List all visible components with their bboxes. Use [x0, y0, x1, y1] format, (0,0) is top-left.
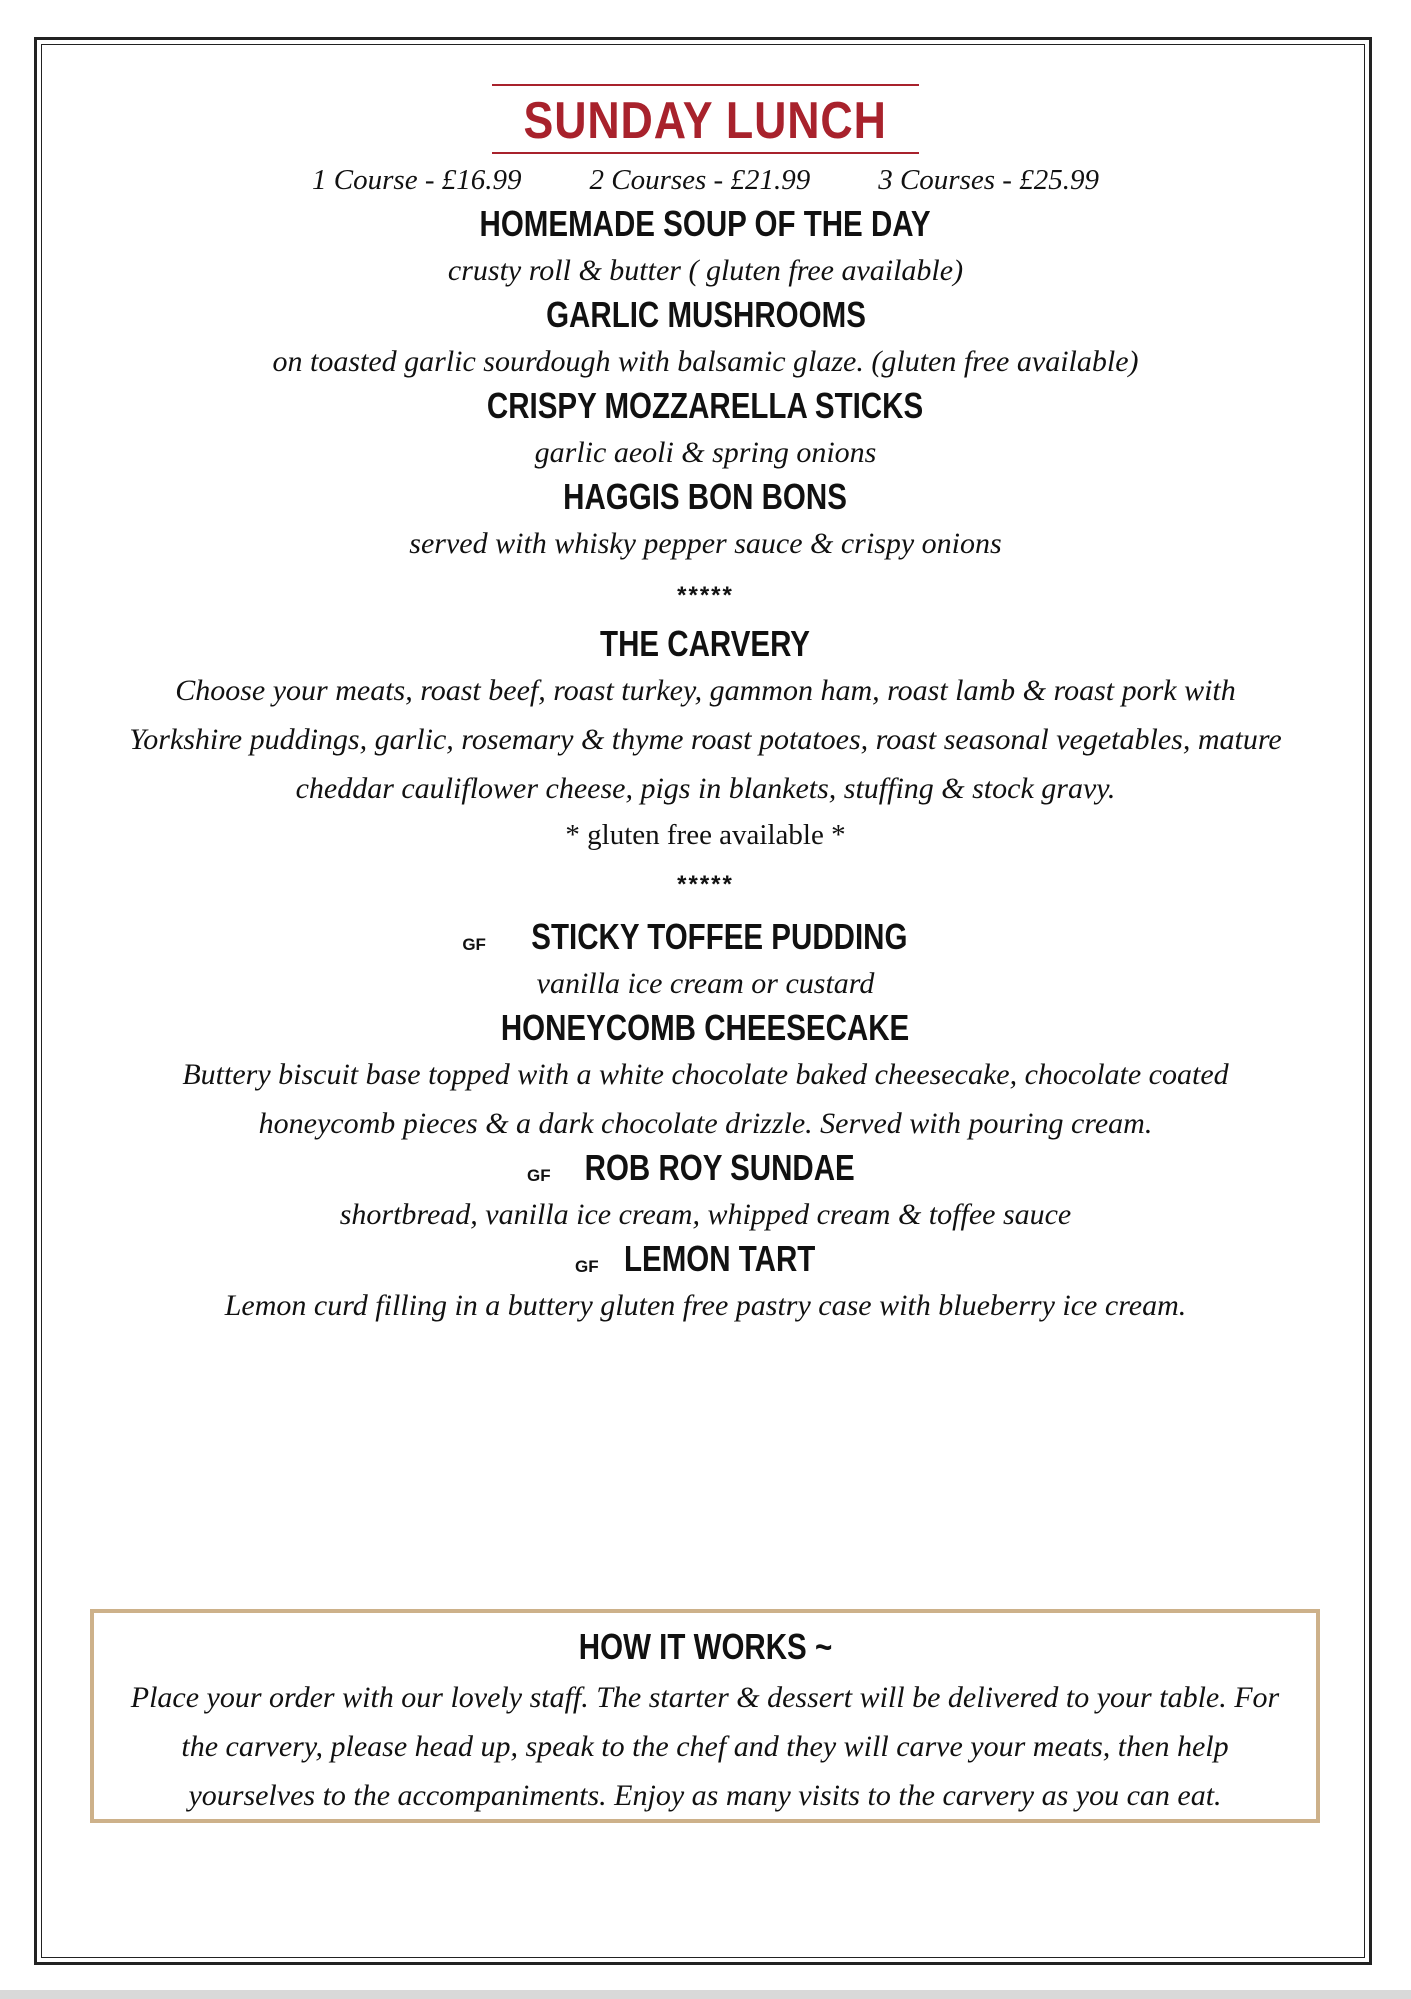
carvery-section: [60, 622, 1351, 857]
dish-name: ROB ROY SUNDAE: [584, 1147, 855, 1188]
dish-description: shortbread, vanilla ice cream, whipped cream & toffee sauce: [339, 1198, 1072, 1231]
starter-item: [60, 475, 1351, 568]
menu-content: [60, 84, 1351, 1330]
dessert-item: [60, 1006, 1351, 1148]
dish-name: HONEYCOMB CHEESECAKE: [501, 1007, 910, 1048]
dish-description: vanilla ice cream or custard: [536, 967, 875, 1000]
dish-description: Lemon curd filling in a buttery gluten free pastry case with blueberry ice cream.: [224, 1289, 1187, 1322]
carvery-title: THE CARVERY: [600, 623, 811, 664]
how-it-works-title: HOW IT WORKS ~: [578, 1626, 832, 1667]
dessert-item: [60, 1146, 1351, 1239]
dessert-item: [60, 1237, 1351, 1330]
menu-title: SUNDAY LUNCH: [523, 92, 888, 150]
dessert-item: [60, 915, 1351, 1008]
price-1-course: 1 Course - £16.99: [312, 164, 522, 196]
how-it-works-text: Place your order with our lovely staff. The starter & dessert will be delivered to your table. For the carvery, please head up, speak to the chef and they will carve your meats, then help yourselves to the accompaniments. Enjoy as many visits to the carvery as you can eat.: [130, 1681, 1280, 1812]
starter-item: [60, 202, 1351, 295]
dish-description: served with whisky pepper sauce & crispy onions: [409, 527, 1002, 560]
dish-description: garlic aeoli & spring onions: [534, 436, 877, 469]
dish-name: HAGGIS BON BONS: [563, 476, 848, 517]
section-separator: *****: [677, 582, 734, 609]
menu-title-rule: [492, 84, 918, 154]
how-it-works-box: [90, 1609, 1320, 1823]
carvery-gluten-note: * gluten free available *: [565, 819, 846, 851]
dish-name: LEMON TART: [623, 1238, 815, 1279]
gluten-free-tag: GF: [527, 1166, 551, 1186]
dish-name: HOMEMADE SOUP OF THE DAY: [479, 203, 932, 244]
dish-name: STICKY TOFFEE PUDDING: [531, 916, 908, 957]
dish-description: on toasted garlic sourdough with balsamic glaze. (gluten free available): [272, 345, 1139, 378]
dish-description: crusty roll & butter ( gluten free available): [447, 254, 964, 287]
dish-name: GARLIC MUSHROOMS: [545, 294, 866, 335]
gluten-free-tag: GF: [575, 1257, 599, 1277]
bottom-divider: [0, 1990, 1411, 1999]
price-3-courses: 3 Courses - £25.99: [878, 164, 1099, 196]
starter-item: [60, 384, 1351, 477]
section-separator: *****: [677, 871, 734, 898]
starter-item: [60, 293, 1351, 386]
price-row: [60, 160, 1351, 200]
gluten-free-tag: GF: [462, 935, 486, 955]
dish-description: Buttery biscuit base topped with a white chocolate baked cheesecake, chocolate coated honeycomb pieces & a dark chocolate drizzle. Served with pouring cream.: [182, 1058, 1229, 1140]
price-2-courses: 2 Courses - £21.99: [589, 164, 811, 196]
carvery-description: Choose your meats, roast beef, roast turkey, gammon ham, roast lamb & roast pork with Yorkshire puddings, garlic, rosemary & thyme roast potatoes, roast seasonal vegetables, mature cheddar cauliflower cheese, pigs in blankets, stuffing & stock gravy.: [129, 674, 1282, 805]
dish-name: CRISPY MOZZARELLA STICKS: [487, 385, 924, 426]
